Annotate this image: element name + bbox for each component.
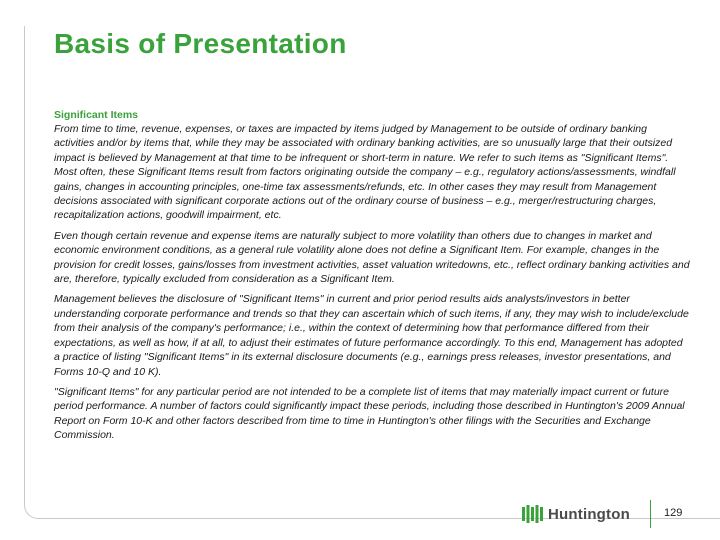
paragraph-3: Management believes the disclosure of "Significant Items" in current and prior period results aids analysts/investors in better understanding corporate performance and trends so that they can ascertain which of such items, if any, they may wish to include/exclude from their analysis of the company's performance; i.e., within the context of determining how that performance differed from their expectations, as well as how, if at all, to adjust their estimates of future performance accordingly. To this end, Management has adopted a practice of listing "Significant Items" in its external disclosure documents (e.g., earnings press releases, investor presentations, and Forms 10-Q and 10 K). <box>54 293 689 378</box>
huntington-logo <box>522 505 630 523</box>
page-number: 129 <box>664 507 683 519</box>
logo-text: Huntington <box>548 505 630 523</box>
section-subheading: Significant Items <box>54 109 139 121</box>
paragraph-2: Even though certain revenue and expense items are naturally subject to more volatility than others due to changes in market and economic environment conditions, as a general rule volatility alone does not define a Significant Item. For example, changes in the provision for credit losses, gains/losses from investment activities, asset valuation writedowns, etc., reflect ordinary banking activities and are, therefore, typically excluded from consideration as a Significant Item. <box>54 229 690 286</box>
paragraph-1: From time to time, revenue, expenses, or taxes are impacted by items judged by Management to be outside of ordinary banking activities and/or by items that, while they may be associated with ordinary banking activities, are so unusually large that their outsized impact is believed by Management at that time to be infrequent or short-term in nature. We refer to such items as "Significant Items". Most often, these Significant Items result from factors originating outside the company – e.g., regulatory actions/assessments, windfall gains, changes in accounting principles, one-time tax assessments/refunds, etc. In other cases they may result from Management decisions associated with significant corporate actions out of the ordinary course of business – e.g., merger/restructuring charges, recapitalization actions, goodwill impairment, etc. <box>54 123 676 222</box>
huntington-logo-icon <box>522 505 544 523</box>
slide-title: Basis of Presentation <box>54 28 347 59</box>
paragraph-4: "Significant Items" for any particular period are not intended to be a complete list of items that may materially impact current or future period performance. A number of factors could significantly impact these periods, including those described in Huntington's 2009 Annual Report on Form 10-K and other factors described from time to time in Huntington's other filings with the Securities and Exchange Commission. <box>54 385 685 442</box>
slide-body <box>54 108 690 449</box>
footer-divider <box>650 500 651 528</box>
